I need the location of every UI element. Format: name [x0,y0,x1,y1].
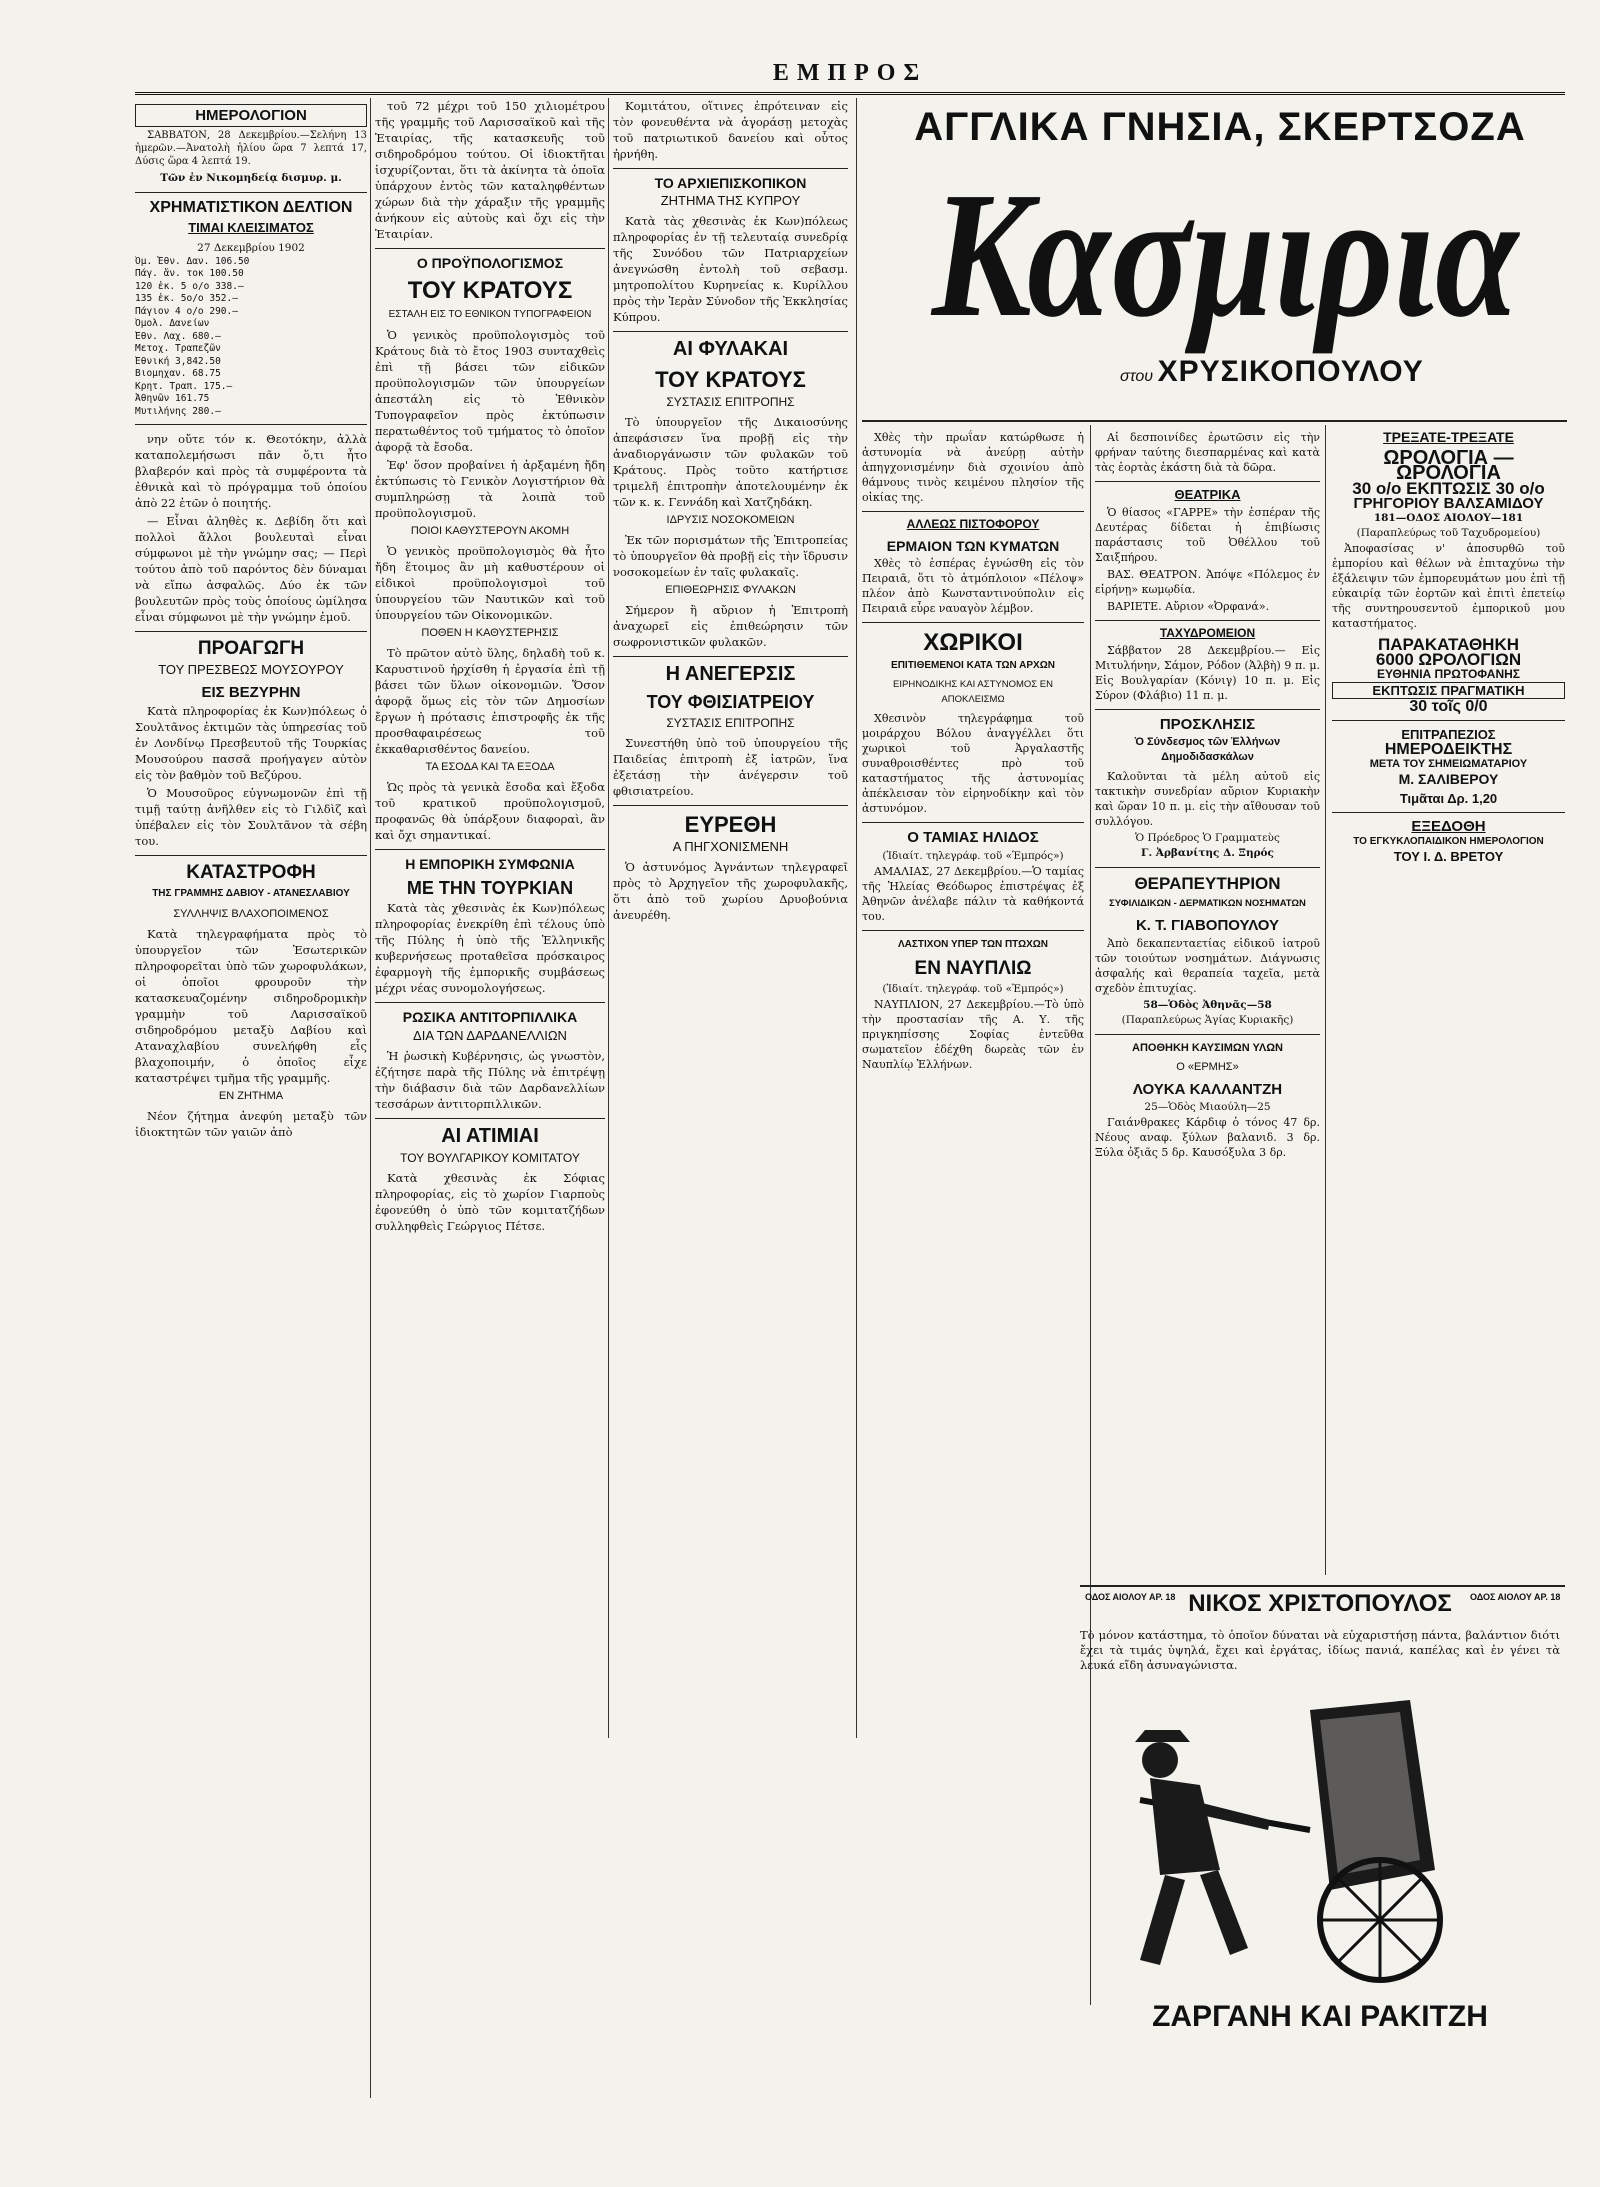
article-heading: ΤΟΥ ΚΡΑΤΟΥΣ [655,367,806,393]
article-subheading: ΣΥΛΛΗΨΙΣ ΒΛΑΧΟΠΟΙΜΕΝΟΣ [173,908,329,921]
ad-brand-shop: ΧΡΥΣΙΚΟΠΟΥΛΟΥ [1157,355,1424,388]
column-3 [613,98,848,1638]
signature-titles: Ὁ Πρόεδρος Ὁ Γραμματεὺς [1135,831,1280,844]
article-text: Τὸ πρῶτον αὐτὸ ὕλης, δηλαδὴ τοῦ κ. Καρυστινοῦ ἠρχίσθη ἡ ἐργασία ἐπὶ τῇ βάσει τῶν ὕλων οἰκονομιῶν. Ὅσον ἀφορᾷ ὅμως εἰς τὸν τῶν Δημοσίων ἔργων ἡ πρότασις ἐπιστροφῆς ἐκ τῆς προσθαφαιρέσεως τοῦ ἐκκαθαρισθέντος δανείου. [375,645,605,756]
article-text: Αἱ δεσποινίδες ἐρωτῶσιν εἰς τὴν φρήναν ταύτης διεσπαρμένας καὶ κατὰ τὰς ἑορτὰς ἐκάστη διὰ τὰ δῶρα. [1095,431,1320,474]
ad-heading: ΕΥΘΗΝΙΑ ΠΡΩΤΟΦΑΝΗΣ [1376,667,1520,681]
article-subheading: ΤΟΥ ΠΡΕΣΒΕΩΣ ΜΟΥΣΟΥΡΟΥ [158,661,344,677]
article-subheading: ΠΟΙΟΙ ΚΑΘΥΣΤΕΡΟΥΝ ΑΚΟΜΗ [410,524,570,537]
article-text: Σήμερον ἢ αὔριον ἡ Ἐπιτροπὴ ἀναχωρεῖ εἰς ἐπιθεώρησιν τῶν σωφρονιστικῶν φυλακῶν. [613,603,848,650]
ad-heading: ΜΕΤΑ ΤΟΥ ΣΗΜΕΙΩΜΑΤΑΡΙΟΥ [1369,758,1528,770]
market-row: Ἐθνική 3,842.50 [135,355,221,367]
column-1 [135,98,367,1998]
masthead-title: ΕΜΠΡΟΣ [772,60,928,86]
market-row: Ἐθν. Λαχ. 680.— [135,330,221,342]
article-source: (Ἰδιαίτ. τηλεγράφ. τοῦ «Ἐμπρός») [882,849,1064,862]
ad-heading: ΩΡΟΛΟΓΙΑ — ΩΡΟΛΟΓΙΑ [1383,447,1514,484]
article-subheading: ΤΗΣ ΓΡΑΜΜΗΣ ΔΑΒΙΟΥ - ΑΤΑΝΕΣΛΑΒΙΟΥ [152,888,350,900]
article-text: Κομιτάτου, οἵτινες ἐπρότειναν εἰς τὸν φονευθέντα νὰ ἀγοράσῃ μετοχὰς τοῦ πατριωτικοῦ δανείου καὶ οὗτος ἠρνήθη. [613,99,848,161]
article-heading: ΠΡΟΣΚΛΗΣΙΣ [1159,715,1256,733]
article-text: Ὁ γενικὸς προϋπολογισμὸς τοῦ Κράτους διὰ τὸ ἔτος 1903 συνταχθεὶς ἐπὶ τῇ βάσει τῶν εἰδικῶν προϋπολογισμῶν τῶν ὑπουργείων ἀπεστάλη εἰς τὸ Ἐθνικὸν Τυπογραφεῖον πρὸς ἐκτύπωσιν περατωθέντος τοῦ τμήματος τὸ ὁποῖον ἀφορᾷ τὰ ἔσοδα. [375,327,605,454]
article-subheading: ΖΗΤΗΜΑ ΤΗΣ ΚΥΠΡΟΥ [660,193,801,209]
article-text: Νέον ζήτημα ἀνεφύη μεταξὺ τῶν ἰδιοκτητῶν τῶν γαιῶν ἀπὸ [135,1109,367,1140]
porter-leg [1140,1875,1185,1965]
ad-heading: 30 ο/ο ΕΚΠΤΩΣΙΣ 30 ο/ο [1352,479,1545,498]
article-text: Κατὰ τὰς χθεσινὰς ἐκ Κων)πόλεως πληροφορίας ἐνεκρίθη ἐπὶ τέλους ὑπὸ τῆς Πύλης ἡ ὑπὸ τῆς Ἑλληνικῆς κυβερνήσεως προταθεῖσα πρόσκαιρος ἐφαρμογὴ τῆς ἐμπορικῆς συμβάσεως μέχρι νέας συνομολογήσεως. [375,901,605,996]
article-heading: Ο ΠΡΟΫΠΟΛΟΓΙΣΜΟΣ [416,255,564,271]
article-text: Ὁ Μουσοῦρος εὐγνωμονῶν ἐπὶ τῇ τιμῇ ταύτῃ ἀνῆλθεν εἰς τὸ Γιλδὶζ καὶ ὑπέβαλεν εἰς τὸν Σουλτᾶνον τὰ σέβη του. [135,786,367,849]
article-subheading: ΕΙΣ ΒΕΖΥΡΗΝ [201,683,301,701]
article-heading: Η ΑΝΕΓΕΡΣΙΣ [665,663,796,686]
ad-heading: ΗΜΕΡΟΔΕΙΚΤΗΣ [1384,741,1513,758]
porter-leg [1200,1870,1248,1955]
market-table [135,256,367,419]
column-4 [862,430,1084,1580]
article-subheading: Α ΠΗΓΧΟΝΙΣΜΕΝΗ [672,839,789,855]
article-heading: ΡΩΣΙΚΑ ΑΝΤΙΤΟΡΠΙΛΛΙΚΑ [402,1009,578,1026]
article-text: Ἐκ τῶν πορισμάτων τῆς Ἐπιτροπείας τὸ ὑπουργεῖον θὰ προβῇ εἰς τὴν ἵδρυσιν νοσοκομείων ἐν ταῖς φυλακαῖς. [613,533,848,580]
article-heading: Η ΕΜΠΟΡΙΚΗ ΣΥΜΦΩΝΙΑ [405,855,575,872]
market-subheading: ΤΙΜΑΙ ΚΛΕΙΣΙΜΑΤΟΣ [188,219,314,235]
market-row: 135 ἐκ. 5ο/ο 352.— [135,293,238,305]
market-row: Ὁμ. Ἐθν. Δαν. 106.50 [135,255,250,267]
article-text: Κατὰ τὰς χθεσινὰς ἐκ Κων)πόλεως πληροφορίας ἐν τῇ τελευταίᾳ συνεδρίᾳ τῆς Συνόδου τῶν Πατριαρχείων ἀνεγνώσθη ἐντολὴ τοῦ σεβασμ. μητροπολίτου Κυρηνείας κ. Κυρίλλου πρὸς τὴν Ἱερὰν Σύνοδον τῆς Ἐκκλησίας Κύπρου. [613,214,848,325]
market-date: 27 Δεκεμβρίου 1902 [197,241,305,254]
article-subheading: ΕΠΙΤΙΘΕΜΕΝΟΙ ΚΑΤΑ ΤΩΝ ΑΡΧΩΝ [891,660,1055,672]
article-text: ΝΑΥΠΛΙΟΝ, 27 Δεκεμβρίου.—Τὸ ὑπὸ τὴν προστασίαν τῆς Α. Υ. τῆς πριγκηπίσσης Σοφίας ἐντεῦθα σωματεῖον ἐδέχθη δωρεὰς τῶν ἐν Ναυπλίῳ Ἑλλήνων. [862,997,1084,1071]
column-rule [370,98,371,2098]
article-heading: ΛΑΣΤΙΧΟΝ ΥΠΕΡ ΤΩΝ ΠΤΩΧΩΝ [897,938,1049,950]
article-heading: ΜΕ ΤΗΝ ΤΟΥΡΚΙΑΝ [406,877,574,898]
ad-name: Μ. ΣΑΛΙΒΕΡΟΥ [1398,771,1499,787]
article-text: ΒΑΡΙΕΤΕ. Αὔριον «Ὀρφανά». [1107,599,1270,613]
ad-address: 181—ΟΔΟΣ ΑΙΟΛΟΥ—181 [1373,512,1524,524]
shop-address-tag: ΟΔΟΣ ΑΙΟΛΟΥ ΑΡ. 18 [1085,1592,1176,1602]
article-heading: ΠΡΟΑΓΩΓΗ [197,638,305,660]
section-rule [1080,1585,1565,1587]
market-row: Πάγ. ἄν. τοκ 100.50 [135,268,244,280]
ad-heading: ΤΡΕΞΑΤΕ-ΤΡΕΞΑΤΕ [1383,430,1514,445]
calendar-text: ΣΑΒΒΑΤΟΝ, 28 Δεκεμβρίου.—Σελήνη 13 ἡμερῶν.—Ἀνατολὴ ἡλίου ὥρα 7 λεπτά 17, Δύσις ὥρα 4 λεπτά 19. [135,130,367,168]
article-text: Κατὰ πληροφορίας ἐκ Κων)πόλεως ὁ Σουλτᾶνος ἐκτιμῶν τὰς ὑπηρεσίας τοῦ ἐν Λονδίνῳ Πρεσβευτοῦ τῆς Τουρκίας Μουσούρου πασσᾶ προήγαγεν αὐτὸν εἰς τὸν βαθμὸν τοῦ Βεζύρου. [135,704,367,783]
column-2 [375,98,605,1998]
ad-heading: ΤΟ ΕΓΚΥΚΛΟΠΑΙΔΙΚΟΝ ΗΜΕΡΟΛΟΓΙΟΝ [1353,836,1544,847]
article-heading: ΧΩΡΙΚΟΙ [923,628,1023,656]
article-subheading: ΠΟΘΕΝ Η ΚΑΘΥΣΤΕΡΗΣΙΣ [421,626,559,639]
article-text: Καλοῦνται τὰ μέλη αὐτοῦ εἰς τακτικὴν συνεδρίαν αὔριον Κυριακὴν καὶ ὥραν 10 π. μ. εἰς τὴν αἴθουσαν τοῦ συλλόγου. [1095,769,1320,828]
ad-text: Ἀποφασίσας ν' ἀποσυρθῶ τοῦ ἐμπορίου καὶ θέλων νὰ ἐπιταχύνω τὴν ἐξάλειψιν τῶν ἐμπορευμάτων μου ἐπὶ τῇ εὐκαιρίᾳ τῶν ἑορτῶν καὶ ἐπιτὶ ἐπετείῳ τῆς συντηρουσεντοῦ ἐμπορικοῦ μου καταστήματος. [1332,542,1565,630]
ad-address: 25—Ὁδὸς Μιαούλη—25 [1144,1101,1271,1114]
ad-text: Γαιάνθρακες Κάρδιφ ὁ τόνος 47 δρ. Νέους αναφ. ξύλων βαλανιδ. 3 δρ. Ξύλα ὀξιᾶς 5 δρ. Καυσόξυλα 3 δρ. [1095,1116,1320,1160]
article-heading: ΤΟ ΑΡΧΙΕΠΙΣΚΟΠΙΚΟΝ [654,175,807,191]
masthead-rule [135,92,1565,95]
market-row: Πάγιον 4 ο/ο 290.— [135,305,238,317]
ad-subheading: Ο «ΕΡΜΗΣ» [1176,1060,1239,1073]
article-text: Ὡς πρὸς τὰ γενικὰ ἔσοδα καὶ ἔξοδα τοῦ κρατικοῦ προϋπολογισμοῦ, προφανῶς θὰ ὑπάρξουν διαφοραὶ, ἂν καὶ ὄχι σημαντικαί. [375,779,605,842]
ad-address: 58—Ὁδὸς Ἀθηνᾶς—58 [1143,998,1272,1011]
ad-name: ΛΟΥΚΑ ΚΑΛΛΑΝΤΖΗ [1132,1080,1283,1098]
article-subheading: ΤΟΥ ΒΟΥΛΓΑΡΙΚΟΥ ΚΟΜΙΤΑΤΟΥ [400,1150,580,1165]
market-row: 120 ἐκ. 5 ο/ο 338.— [135,280,244,292]
article-heading: ΑΙ ΑΤΙΜΙΑΙ [441,1124,539,1147]
ad-heading: ΑΠΟΘΗΚΗ ΚΑΥΣΙΜΩΝ ΥΛΩΝ [1132,1041,1283,1054]
shop-name: ΝΙΚΟΣ ΧΡΙΣΤΟΠΟΥΛΟΣ [1188,1590,1452,1617]
ad-heading: ΘΕΡΑΠΕΥΤΗΡΙΟΝ [1134,873,1281,893]
ad-brand-prefix: στου [1120,368,1154,385]
ad-price: Τιμᾶται Δρ. 1,20 [1399,791,1498,806]
article-text: Χθεσινὸν τηλεγράφημα τοῦ μοιράρχου Βόλου ἀναγγέλλει ὅτι χωρικοὶ τοῦ Ἀργαλαστῆς συναθροισθέντες πρὸ τοῦ καταστήματος τῆς ἀστυνομίας ἀπέκλεισαν τὸν εἰρηνοδίκην καὶ τὸν ἀστυνόμον. [862,712,1084,816]
article-subheading: ΔΙΑ ΤΩΝ ΔΑΡΔΑΝΕΛΛΙΩΝ [413,1027,567,1043]
ad-name: Κ. Τ. ΓΙΑΒΟΠΟΥΛΟΥ [1135,916,1280,934]
ad-heading: 30 τοῖς 0/0 [1409,698,1488,715]
column-rule [608,98,609,1738]
ad-subheading: ΣΥΦΙΛΙΔΙΚΩΝ - ΔΕΡΜΑΤΙΚΩΝ ΝΟΣΗΜΑΤΩΝ [1109,897,1306,909]
section-rule [862,420,1567,422]
market-row: Μετοχ. Τραπεζῶν [135,343,221,355]
article-text: Χθὲς τὴν πρωΐαν κατώρθωσε ἡ ἀστυνομία νὰ ἀνεύρῃ αὐτὴν ἀπηγχονισμένην διὰ σχοινίου ἀπὸ θάμνους τινὸς κειμένου πλησίον τῆς οἰκίας της. [862,431,1084,504]
article-text: Ὁ ἀστυνόμος Ἀγνάντων τηλεγραφεῖ πρὸς τὸ Ἀρχηγεῖον τῆς χωροφυλακῆς, ὅτι ἀπὸ τοῦ χωρίου Δρυοβούνια ἀνευρέθη. [613,860,848,923]
article-text: νην οὔτε τόν κ. Θεοτόκην, ἀλλὰ καταπολεμήσωσι πᾶν ὅ,τι ἦτο βλαβερόν καὶ πρὸς τὰ συμφέροντα τὰ ἐθνικὰ καὶ τὸ πρόγραμμα τοῦ ὁποίου ἀπὸ 22 ἐτῶν ὁ ποιητής. [135,432,367,511]
ad-heading: ΕΠΙΤΡΑΠΕΖΙΟΣ [1401,727,1496,742]
article-heading: ΕΡΜΑΙΟΝ ΤΩΝ ΚΥΜΑΤΩΝ [886,537,1060,554]
article-subheading: ΕΠΙΘΕΩΡΗΣΙΣ ΦΥΛΑΚΩΝ [665,584,796,597]
article-source: (Ἰδιαίτ. τηλεγράφ. τοῦ «Ἐμπρός») [882,982,1064,995]
ad-note: (Παραπλεύρως τοῦ Ταχυδρομείου) [1356,527,1541,539]
article-subheading: ΣΥΣΤΑΣΙΣ ΕΠΙΤΡΟΠΗΣ [666,716,795,731]
ad-name: ΤΟΥ Ι. Δ. ΒΡΕΤΟΥ [1393,849,1504,864]
article-heading: ΚΑΤΑΣΤΡΟΦΗ [186,862,316,884]
article-heading: ΤΑΧΥΔΡΟΜΕΙΟΝ [1159,625,1256,640]
porter-head [1142,1742,1178,1778]
ad-name: ΓΡΗΓΟΡΙΟΥ ΒΑΛΣΑΜΙΔΟΥ [1353,495,1544,512]
article-subheading: ΣΥΣΤΑΣΙΣ ΕΠΙΤΡΟΠΗΣ [666,395,795,410]
article-text: Ἐφ' ὅσον προβαίνει ἡ ἀρξαμένη ἤδη ἐκτύπωσις τὸ Γενικὸν Λογιστήριον θὰ συμπληρώσῃ τὰ λοιπὰ τοῦ προϋπολογισμοῦ. [375,457,605,520]
market-row: Βιομηχαν. 68.75 [135,368,221,380]
article-text: ΑΜΑΛΙΑΣ, 27 Δεκεμβρίου.—Ὁ ταμίας τῆς Ἠλείας Θεόδωρος ἐπιστρέψας ἐξ Ἀθηνῶν ἀνέλαβε πάλιν τὰ καθήκοντά του. [862,864,1084,923]
article-subheading: ΕΣΤΑΛΗ ΕΙΣ ΤΟ ΕΘΝΙΚΟΝ ΤΥΠΟΓΡΑΦΕΙΟΝ [388,308,592,320]
market-row: Ἀθηνῶν 161.75 [135,393,210,405]
article-text: Χθὲς τὸ ἑσπέρας ἐγνώσθη εἰς τὸν Πειραιᾶ, ὅτι τὸ ἀτμόπλοιον «Πέλοψ» πλέον ἀπὸ Κωνσταντινούπολιν εἰς Πειραιᾶ εὗρε ναυαγὸν λέμβον. [862,556,1084,615]
market-row: Μυτιλήνης 280.— [135,405,221,417]
calendar-feast: Τῶν ἐν Νικομηδείᾳ δισμυρ. μ. [160,172,342,185]
calendar-heading: ΗΜΕΡΟΛΟΓΙΟΝ [135,104,367,127]
shop-address-tag: ΟΔΟΣ ΑΙΟΛΟΥ ΑΡ. 18 [1470,1592,1561,1602]
handcart-illustration [1080,1690,1560,1990]
article-text: Κατὰ χθεσινὰς ἐκ Σόφιας πληροφορίας, εἰς τὸ χωρίον Γιαρποὺς ἐφονεύθη ὁ ὑπὸ τῶν κομιτατζήδων συλληφθεὶς Γεώργιος Πέτσε. [375,1170,605,1233]
ad-brand-sub [1120,355,1560,389]
article-heading: ΤΟΥ ΚΡΑΤΟΥΣ [407,277,573,305]
article-text: Ὁ γενικὸς προϋπολογισμὸς θὰ ἦτο ἤδη ἕτοιμος ἂν μὴ καθυστέρουν οἱ εἰδικοὶ προϋπολογισμοὶ τοῦ ὑπουργείου τῶν Ναυτικῶν καὶ τοῦ ὑπουργείου τῶν Οἰκονομικῶν. [375,543,605,622]
column-rule [856,98,857,1738]
article-text: Ἡ ῥωσικὴ Κυβέρνησις, ὡς γνωστὸν, ἐζήτησε παρὰ τῆς Πύλης νὰ ἐπιτρέψῃ τὴν διάβασιν διὰ τῶν Δαρδανελλίων τεσσάρων ἀντιτορπιλλικῶν. [375,1048,605,1111]
article-heading: ΕΥΡΕΘΗ [684,812,777,838]
article-subheading: ΕΙΡΗΝΟΔΙΚΗΣ ΚΑΙ ΑΣΤΥΝΟΜΟΣ ΕΝ ΑΠΟΚΛΕΙΣΜΩ [893,679,1053,706]
article-heading: ΑΙ ΦΥΛΑΚΑΙ [672,338,789,361]
ad-heading: ΕΚΠΤΩΣΙΣ ΠΡΑΓΜΑΤΙΚΗ [1332,682,1565,699]
market-row: Ὁμολ. Δανείων [135,318,210,330]
article-subheading: ΕΝ ΖΗΤΗΜΑ [218,1090,284,1103]
column-rule [1325,425,1326,1575]
article-text: Τὸ ὑπουργεῖον τῆς Δικαιοσύνης ἀπεφάσισεν ἵνα προβῇ εἰς τὴν ἀναδιοργάνωσιν τῶν φυλακῶν τοῦ Κράτους. Πρὸς τοῦτο κατήρτισε τριμελῆ ἐπιτροπὴν ἀποτελουμένην ἐκ τῶν κ. κ. Γεννάδη καὶ Χατζηδάκη. [613,415,848,510]
article-heading: ΤΟΥ ΦΘΙΣΙΑΤΡΕΙΟΥ [646,692,815,713]
column-5 [1095,430,1320,1580]
article-text: Ὁ θίασος «ΓΑΡΡΕ» τὴν ἑσπέραν τῆς Δευτέρας δίδεται ἡ ἐπιβίωσις παράστασις τοῦ Ὀθέλλου τοῦ Σαιξπήρου. [1095,505,1320,564]
ad-heading: ΕΞΕΔΟΘΗ [1411,818,1486,835]
article-heading: ΑΛΛΕΩΣ ΠΙΣΤΟΦΟΡΟΥ [906,517,1040,531]
market-row: Κρητ. Τραπ. 175.— [135,380,233,392]
article-text: — Εἶναι ἀληθὲς κ. Δεβίδη ὅτι καὶ πολλοὶ ἄλλοι βουλευταὶ εἶναι σύμφωνοι μὲ τὴν γνώμην σας; — Περὶ τούτου ἀπὸ τοῦ παρόντος δὲν δύναμαι νὰ εἴπω ἀσφαλῶς. Δύο ἐκ τῶν βουλευτῶν πρὸς τοὺς ὁποίους ὡμίλησα εἶναι σύμφωνοι μὲ τὴν γνώμην ἐμοῦ. [135,514,367,625]
article-text: ΒΑΣ. ΘΕΑΤΡΟΝ. Ἀπόψε «Πόλεμος ἐν εἰρήνῃ» κωμῳδία. [1095,567,1320,596]
signature-names: Γ. Ἀρβανίτης Δ. Ξηρός [1141,846,1274,859]
article-text: Κατὰ τηλεγραφήματα πρὸς τὸ ὑπουργεῖον τῶν Ἐσωτερικῶν πληροφορεῖται ὑπὸ τῶν χωροφυλάκων, οἱ ὁποῖοι φρουροῦν τὴν κατασκευαζομένην σιδηροδρομικὴν γραμμὴν τοῦ Λαρισσαϊκοῦ σιδηροδρόμου μεταξὺ Δαβίου καὶ Αταναχλαβίου συνελήφθη εἷς βλαχοποιμήν, ὁ ὁποῖος εἶχε καταστρέψει τμῆμα τῆς γραμμῆς. [135,927,367,1086]
ad-heading: 6000 ΩΡΟΛΟΓΙΩΝ [1375,650,1522,669]
ad-text: Ἀπὸ δεκαπενταετίας εἰδικοῦ ἰατροῦ τῶν τοιούτων νοσημάτων. Διάγνωσις ἀσφαλής καὶ θεραπεία ταχεῖα, μετὰ σχεδὸν ἐπιτυχίας. [1095,936,1320,995]
ad-heading: ΠΑΡΑΚΑΤΑΘΗΚΗ [1377,635,1520,654]
porter-body [1150,1778,1220,1875]
shop-text: Τὸ μόνον κατάστημα, τὸ ὁποῖον δύναται νὰ εὐχαριστήσῃ πάντα, βαλάντιον διότι ἔχει τὰ τιμάς ὑψηλά, ἔχει καὶ ἐργάτας, ἰδίως πανιά, καπέλας καὶ ἐν γένει τὰ λευκά εἴδη ἀσυναγώνιστα. [1080,1628,1560,1672]
ad-note: (Παραπλεύρως Ἁγίας Κυριακῆς) [1121,1013,1294,1026]
article-heading: Ο ΤΑΜΙΑΣ ΗΛΙΔΟΣ [907,829,1039,847]
article-subheading: ΙΔΡΥΣΙΣ ΝΟΣΟΚΟΜΕΙΩΝ [666,514,795,527]
article-heading: ΘΕΑΤΡΙΚΑ [1174,487,1241,502]
article-text: τοῦ 72 μέχρι τοῦ 150 χιλιομέτρου τῆς γραμμῆς τοῦ Λαρισσαϊκοῦ καὶ τῆς Ἑταιρίας, τῆς κατασκευῆς τοῦ σιδηροδρόμου τούτου. Οἱ ἰδιοκτῆται ἰσχυρίζονται, ὅτι τὰ ἀκίνητα τὰ ὁποῖα ὑπάρχουν ἐντὸς τῶν καταληφθέντων χώρων διὰ τὴν χάραξιν τῆς γραμμῆς ἀνήκουν εἰς αὐτοὺς καὶ ὄχι εἰς τὴν Ἑταιρίαν. [375,99,605,241]
article-subheading: ΤΑ ΕΣΟΔΑ ΚΑΙ ΤΑ ΕΞΟΔΑ [425,760,555,773]
column-6 [1332,430,1565,1580]
footer-ad-title: ΖΑΡΓΑΝΗ ΚΑΙ ΡΑΚΙΤΖΗ [1152,2000,1488,2033]
ad-brand-logo: Κασμιρια [931,155,1519,355]
article-text: Σάββατον 28 Δεκεμβρίου.— Εἰς Μιτυλήνην, Σάμον, Ρόδον (Ἀλβὴ) 9 π. μ. Εἰς Βουλγαρίαν (Κόνιγ) 10 π. μ. Εἰς Σύρον (Φλάβιο) 11 π. μ. [1095,643,1320,702]
article-heading: ΕΝ ΝΑΥΠΛΙΩ [914,957,1032,979]
article-subheading: Ὁ Σύνδεσμος τῶν Ἑλλήνων Δημοδιδασκάλων [1134,735,1281,763]
article-text: Συνεστήθη ὑπὸ τοῦ ὑπουργείου τῆς Παιδείας ἐπιτροπὴ ἐξ ἰατρῶν, ἵνα ἐξετάσῃ τὴν ἀνέγερσιν τοῦ φθισιατρείου. [613,736,848,799]
ad-banner-heading: ΑΓΓΛΙΚΑ ΓΝΗΣΙΑ, ΣΚΕΡΤΣΟΖΑ [914,105,1526,149]
porter-hat [1135,1730,1190,1742]
market-heading: ΧΡΗΜΑΤΙΣΤΙΚΟΝ ΔΕΛΤΙΟΝ [149,199,353,217]
